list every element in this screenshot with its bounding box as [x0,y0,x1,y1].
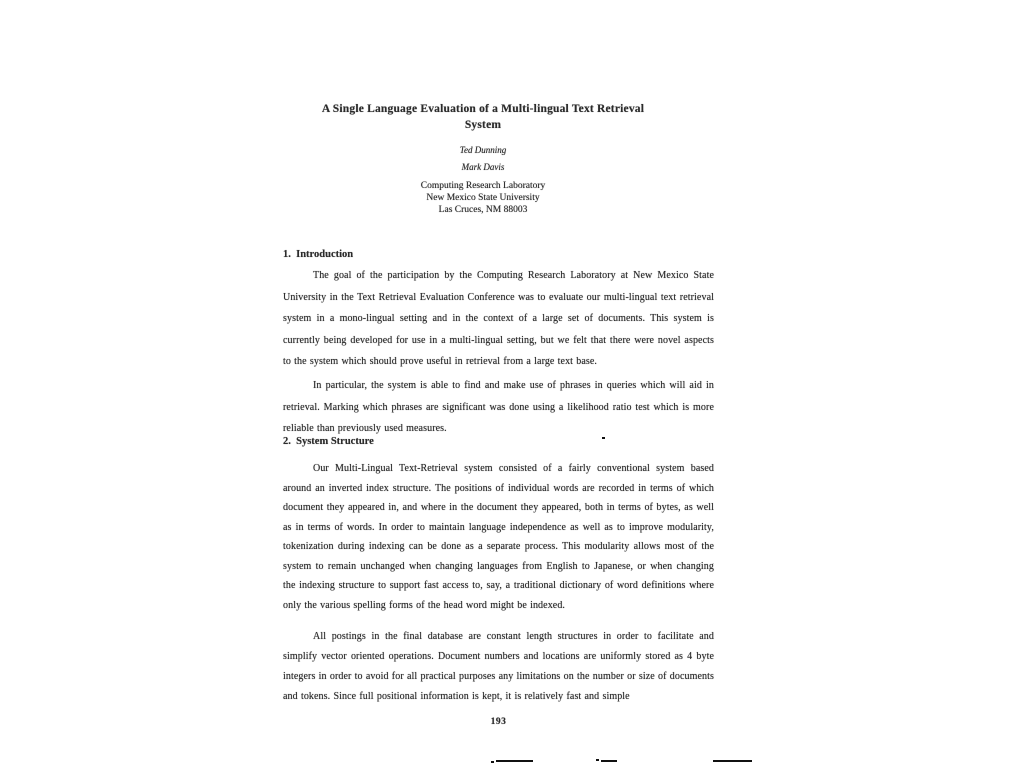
paper-title [283,102,683,133]
scan-artifact-line [601,760,617,762]
paragraph: Our Multi-Lingual Text-Retrieval system consisted of a fairly conventional system based around an inverted index structure. The positions of individual words are recorded in terms of which document they appeared in, and where in the document they appeared, both in terms of bytes, as well as in terms of words. In order to maintain language independence as well as to improve modularity, tokenization during indexing can be done as a separate process. This modularity allows most of the system to remain unchanged when changing languages from English to Japanese, or when changing the indexing structure to support fast access to, say, a traditional dictionary of word definitions where only the various spelling forms of the head word might be indexed. [283,463,714,611]
affiliation-block [283,180,683,216]
scan-artifact-dot [491,761,494,763]
affiliation-line: Las Cruces, NM 88003 [438,205,528,215]
paper-title-line-2: System [464,118,502,131]
paragraph: All postings in the final database are constant length structures in order to facilitate and simplify vector oriented operations. Document numbers and locations are uniformly stored as 4 byte integers in order to avoid for all practical purposes any limitations on the number or size of documents and tokens. Since full positional information is kept, it is relatively fast and simple [283,631,714,702]
affiliation-line: New Mexico State University [426,193,540,203]
scan-speck [602,437,605,439]
paragraph: In particular, the system is able to find and make use of phrases in queries which will aid in retrieval. Marking which phrases are significant was done using a likelihood ratio test which is more reliable than previously used measures. [283,380,714,434]
author-name: Mark Davis [461,161,505,172]
scan-artifact-dot [596,759,599,761]
paragraph: The goal of the participation by the Computing Research Laboratory at New Mexico State University in the Text Retrieval Evaluation Conference was to evaluate our multi-lingual text retrieval system in a mono-lingual setting and in the context of a large set of documents. This system is currently being developed for use in a multi-lingual setting, but we felt that there were novel aspects to the system which should prove useful in retrieval from a large text base. [283,270,714,367]
section-heading-system-structure: 2. System Structure [283,436,374,447]
paper-title-line-1: A Single Language Evaluation of a Multi-lingual Text Retrieval [321,103,645,115]
section-heading-introduction: 1. Introduction [283,249,354,260]
author-name: Ted Dunning [459,145,507,155]
affiliation-line: Computing Research Laboratory [420,181,546,191]
page-number: 193 [490,717,507,727]
author-block [283,142,683,175]
scan-artifact-line [496,760,533,762]
scan-artifact-line [713,760,752,762]
